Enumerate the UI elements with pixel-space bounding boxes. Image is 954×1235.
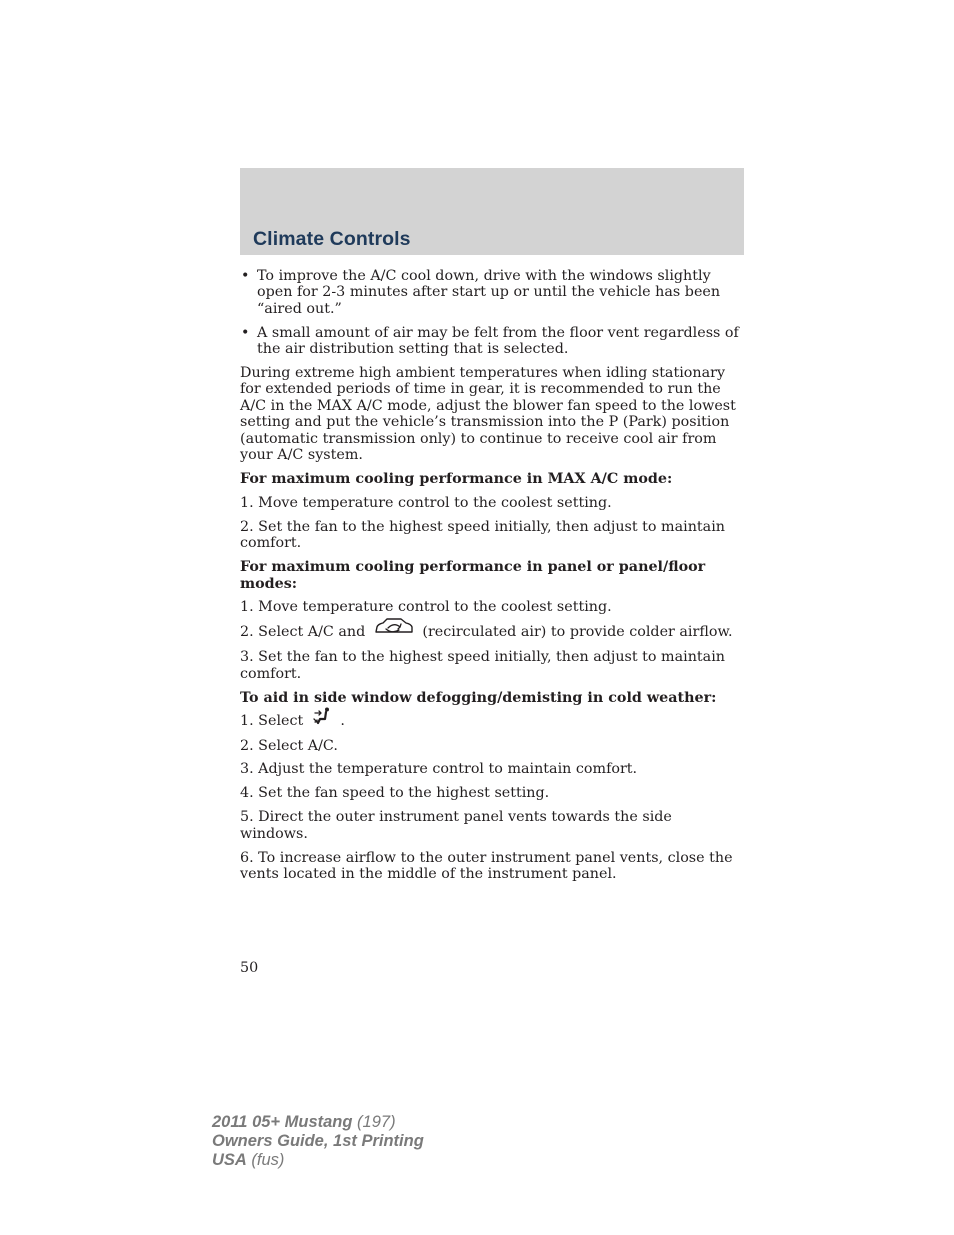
page-body (240, 268, 744, 890)
step-text: 2. Set the fan to the highest speed initially, then adjust to maintain comfort. (240, 518, 725, 552)
footer-line-model (212, 1113, 424, 1132)
recirculate-icon (374, 617, 414, 641)
footer-line-guide (212, 1132, 424, 1151)
bullet-dot: • (241, 268, 250, 284)
intro-paragraph: During extreme high ambient temperatures when idling stationary for extended periods of time in gear, it is recommended to run the A/C in the MAX A/C mode, adjust the blower fan speed to the lowest setting and put the vehicle’s transmission into the P (Park) position (automatic transmission only) to continue to receive cool air from your A/C system. (240, 365, 736, 464)
panel-modes-heading: For maximum cooling performance in panel or panel/floor modes: (240, 559, 706, 592)
bullet-item (240, 268, 744, 317)
bullet-text: A small amount of air may be felt from the floor vent regardless of the air distribution setting that is selected. (257, 324, 739, 358)
page-number: 50 (240, 960, 259, 976)
step-text: 2. Select A/C. (240, 737, 338, 754)
step-text: 5. Direct the outer instrument panel vents towards the side windows. (240, 809, 672, 842)
step-text: (recirculated air) to provide colder airflow. (422, 624, 733, 641)
step-text: 3. Set the fan to the highest speed initially, then adjust to maintain comfort. (240, 649, 725, 682)
bullet-dot: • (241, 324, 250, 341)
step-text: . (340, 713, 345, 730)
step-text: 4. Set the fan speed to the highest setting. (240, 785, 550, 802)
step-text: 1. Move temperature control to the coolest setting. (240, 599, 612, 616)
step-text: 1. Select (240, 713, 304, 730)
step-with-icon (240, 623, 744, 641)
max-ac-heading: For maximum cooling performance in MAX A/C mode: (240, 470, 673, 487)
section-title: Climate Controls (253, 228, 411, 250)
footer-model-code: (197) (352, 1113, 396, 1131)
footer-model-name: 2011 05+ Mustang (212, 1113, 353, 1131)
footer-region: USA (212, 1151, 247, 1169)
defog-heading: To aid in side window defogging/demisting in cold weather: (240, 689, 717, 706)
step-text: 3. Adjust the temperature control to maintain comfort. (240, 761, 638, 778)
footer-region-code: (fus) (246, 1151, 285, 1169)
section-header (240, 168, 744, 255)
step-text: 1. Move temperature control to the coolest setting. (240, 494, 612, 511)
footer-line-region (212, 1151, 424, 1170)
document-footer (212, 1113, 424, 1170)
bullet-text: To improve the A/C cool down, drive with the windows slightly open for 2-3 minutes after start up or until the vehicle has been “aired out.” (257, 268, 721, 317)
step-with-icon (240, 713, 744, 730)
bullet-item (240, 325, 744, 358)
footer-guide-name: Owners Guide, 1st Printing (212, 1132, 424, 1150)
panel-floor-icon (312, 707, 332, 729)
step-text: 6. To increase airflow to the outer instrument panel vents, close the vents located in the middle of the instrument panel. (240, 849, 733, 882)
step-text: 2. Select A/C and (240, 624, 366, 641)
